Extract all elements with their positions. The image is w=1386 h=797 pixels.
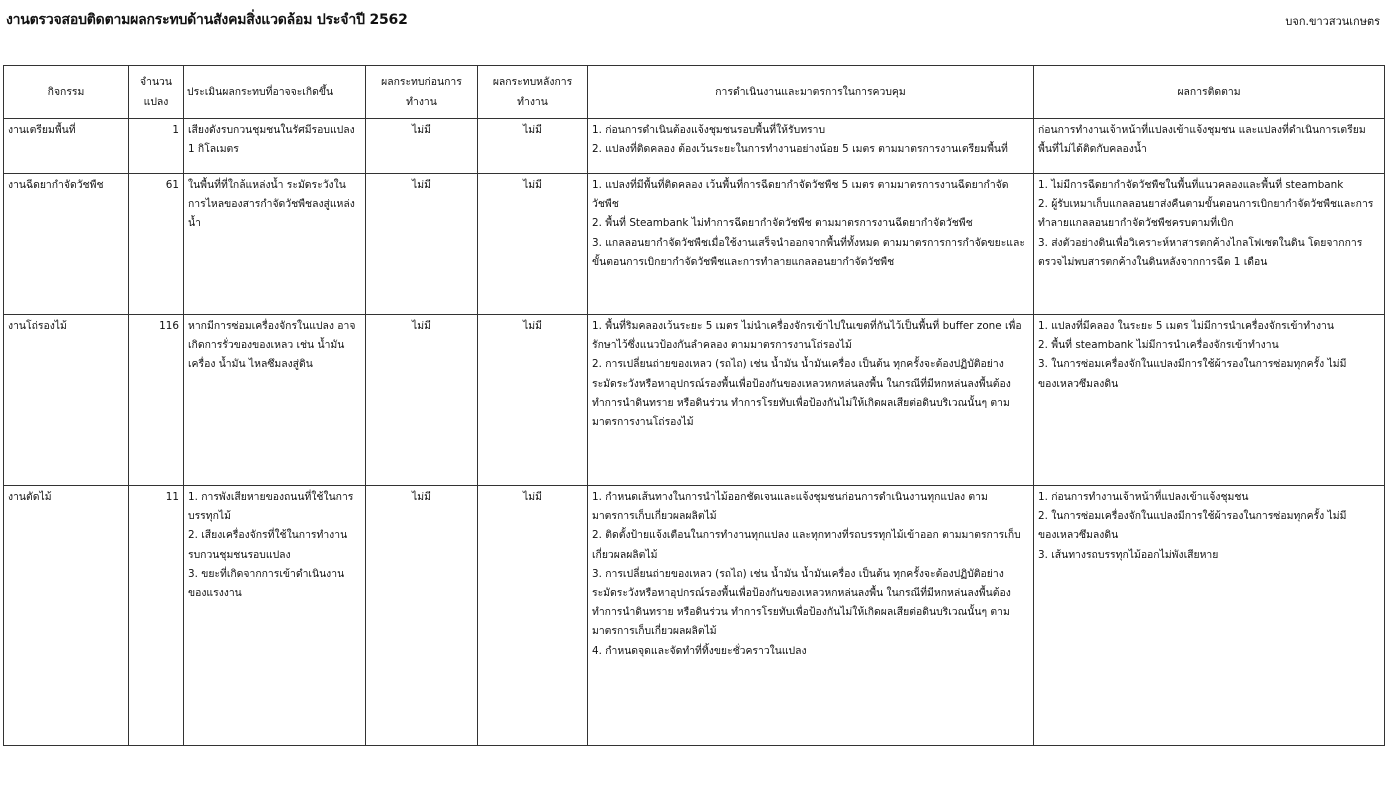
- followup-item: 3. ส่งตัวอย่างดินเพื่อวิเคราะห์หาสารตกค้างไกลโฟเซตในดิน โดยจากการตรวจไม่พบสารตกค้างในดินหลังจากการฉีด 1 เดือน: [1038, 236, 1363, 268]
- organization-name: บจก.ขาวสวนเกษตร: [1285, 15, 1380, 28]
- report-table: [3, 65, 1385, 746]
- followup-cell: [1034, 174, 1385, 315]
- measure-item: 1. พื้นที่ริมคลองเว้นระยะ 5 เมตร ไม่นำเครื่องจักรเข้าไปในเขตที่กันไว้เป็นพื้นที่ buffer zone เพื่อรักษาไว้ซึ่งแนวป้องกันลำคลอง ตามมาตรการงานโถ่รองไม้: [592, 320, 1022, 352]
- measure-item: 2. พื้นที่ Steambank ไม่ทำการฉีดยากำจัดวัชพืช ตามมาตรการงานฉีดยากำจัดวัชพืช: [592, 217, 973, 230]
- impact-cell: [184, 174, 366, 315]
- measures-cell: [588, 119, 1034, 174]
- measure-item: 2. ติดตั้งป้ายแจ้งเตือนในการทำงานทุกแปลง และทุกทางที่รถบรรทุกไม้เข้าออก ตามมาตรการเก็บเกี่ยวผลผลิตไม้: [592, 529, 1021, 561]
- impact-cell: [184, 315, 366, 486]
- column-header-impact-after: ผลกระทบหลังการทำงาน: [478, 66, 588, 119]
- impact-item: 1. การพังเสียหายของถนนที่ใช้ในการบรรทุกไม้: [188, 491, 354, 523]
- activity-cell: งานโถ่รองไม้: [4, 315, 129, 486]
- impact-item: 2. เสียงเครื่องจักรที่ใช้ในการทำงานรบกวนชุมชนรอบแปลง: [188, 529, 348, 561]
- impact-before-cell: ไม่มี: [366, 174, 478, 315]
- measure-item: 3. แกลลอนยากำจัดวัชพืชเมื่อใช้งานเสร็จนำออกจากพื้นที่ทั้งหมด ตามมาตรการการกำจัดขยะและขั้นตอนการเบิกยากำจัดวัชพืชและการทำลายแกลลอนยากำจัดวัชพืช: [592, 236, 1025, 268]
- impact-after-cell: ไม่มี: [478, 119, 588, 174]
- plots-cell: 11: [129, 486, 184, 746]
- table-row: [4, 486, 1385, 746]
- activity-cell: งานตัดไม้: [4, 486, 129, 746]
- column-header-activity: กิจกรรม: [4, 66, 129, 119]
- followup-item: 2. ในการซ่อมเครื่องจักในแปลงมีการใช้ผ้ารองในการซ่อมทุกครั้ง ไม่มีของเหลวซึมลงดิน: [1038, 510, 1347, 542]
- column-header-followup: ผลการติดตาม: [1034, 66, 1385, 119]
- followup-cell: [1034, 315, 1385, 486]
- impact-after-cell: ไม่มี: [478, 315, 588, 486]
- impact-cell: [184, 486, 366, 746]
- table-row: [4, 119, 1385, 174]
- report-title: งานตรวจสอบติดตามผลกระทบด้านสังคมสิ่งแวดล้อม ประจำปี 2562: [6, 12, 408, 28]
- followup-item: 1. ไม่มีการฉีดยากำจัดวัชพืชในพื้นที่แนวคลองและพื้นที่ steambank: [1038, 179, 1344, 191]
- measures-cell: [588, 486, 1034, 746]
- impact-item: ในพื้นที่ที่ใกล้แหล่งน้ำ ระมัดระวังในการไหลของสารกำจัดวัชพืชลงสู่แหล่งน้ำ: [188, 179, 355, 230]
- plots-cell: 116: [129, 315, 184, 486]
- impact-before-cell: ไม่มี: [366, 315, 478, 486]
- followup-item: 3. เส้นทางรถบรรทุกไม้ออกไม่พังเสียหาย: [1038, 548, 1219, 561]
- followup-item: 1. ก่อนการทำงานเจ้าหน้าที่แปลงเข้าแจ้งชุมชน: [1038, 491, 1249, 503]
- followup-cell: [1034, 119, 1385, 174]
- impact-item: 3. ขยะที่เกิดจากการเข้าดำเนินงานของแรงงาน: [188, 567, 345, 600]
- measures-cell: [588, 315, 1034, 486]
- impact-before-cell: ไม่มี: [366, 119, 478, 174]
- impact-before-cell: ไม่มี: [366, 486, 478, 746]
- followup-cell: [1034, 486, 1385, 746]
- measure-item: 4. กำหนดจุดและจัดทำที่ทิ้งขยะชั่วคราวในแปลง: [592, 644, 807, 657]
- column-header-measures: การดำเนินงานและมาตรการในการควบคุม: [588, 66, 1034, 119]
- impact-item: หากมีการซ่อมเครื่องจักรในแปลง อาจเกิดการรั่วของของเหลว เช่น น้ำมันเครื่อง น้ำมัน ไหลซึมลงสู่ดิน: [188, 320, 356, 371]
- impact-after-cell: ไม่มี: [478, 486, 588, 746]
- column-header-plots: จำนวนแปลง: [129, 66, 184, 119]
- table-row: [4, 315, 1385, 486]
- followup-item: 1. แปลงที่มีคลอง ในระยะ 5 เมตร ไม่มีการนำเครื่องจักรเข้าทำงาน: [1038, 320, 1334, 332]
- plots-cell: 61: [129, 174, 184, 315]
- impact-item: เสียงดังรบกวนชุมชนในรัศมีรอบแปลง 1 กิโลเมตร: [188, 124, 355, 156]
- measure-item: 2. การเปลี่ยนถ่ายของเหลว (รถไถ) เช่น น้ำมัน น้ำมันเครื่อง เป็นต้น ทุกครั้งจะต้องปฏิบัติอย่างระมัดระวังหรือหาอุปกรณ์รองพื้นเพื่อป้องกันของเหลวหกหล่นลงพื้น ในกรณีที่มีหกหล่นลงพื้นต้องทำการนำดินทราย หรือดินร่วน ทำการโรยทับเพื่อป้องกันไม่ให้เกิดผลเสียต่อดินบริเวณนั้นๆ ตามมาตรการงานโถ่รองไม้: [592, 358, 1011, 429]
- column-header-impact-assessment: ประเมินผลกระทบที่อาจจะเกิดขึ้น: [184, 66, 366, 119]
- table-row: [4, 174, 1385, 315]
- followup-item: ก่อนการทำงานเจ้าหน้าที่แปลงเข้าแจ้งชุมชน และแปลงที่ดำเนินการเตรียมพื้นที่ไม่ได้ติดกับคลองน้ำ: [1038, 124, 1366, 156]
- table-header-row: [4, 66, 1385, 119]
- followup-item: 2. ผู้รับเหมาเก็บแกลลอนยาส่งคืนตามขั้นตอนการเบิกยากำจัดวัชพืชและการทำลายแกลลอนยากำจัดวัชพืชครบตามที่เบิก: [1038, 198, 1374, 230]
- measure-item: 1. กำหนดเส้นทางในการนำไม้ออกชัดเจนและแจ้งชุมชนก่อนการดำเนินงานทุกแปลง ตามมาตรการเก็บเกี่ยวผลผลิตไม้: [592, 491, 988, 523]
- column-header-impact-before: ผลกระทบก่อนการทำงาน: [366, 66, 478, 119]
- activity-cell: งานเตรียมพื้นที่: [4, 119, 129, 174]
- impact-after-cell: ไม่มี: [478, 174, 588, 315]
- measure-item: 3. การเปลี่ยนถ่ายของเหลว (รถไถ) เช่น น้ำมัน น้ำมันเครื่อง เป็นต้น ทุกครั้งจะต้องปฏิบัติอย่างระมัดระวังหรือหาอุปกรณ์รองพื้นเพื่อป้องกันของเหลวหกหล่นลงพื้น ในกรณีที่มีหกหล่นลงพื้นต้องทำการนำดินทราย หรือดินร่วน ทำการโรยทับเพื่อป้องกันไม่ให้เกิดผลเสียต่อดินบริเวณนั้นๆ ตามมาตรการเก็บเกี่ยวผลผลิตไม้: [592, 567, 1011, 638]
- impact-cell: [184, 119, 366, 174]
- measures-cell: [588, 174, 1034, 315]
- measure-item: 1. แปลงที่มีพื้นที่ติดคลอง เว้นพื้นที่การฉีดยากำจัดวัชพืช 5 เมตร ตามมาตรการงานฉีดยากำจัดวัชพืช: [592, 179, 1009, 211]
- activity-cell: งานฉีดยากำจัดวัชพืช: [4, 174, 129, 315]
- followup-item: 2. พื้นที่ steambank ไม่มีการนำเครื่องจักรเข้าทำงาน: [1038, 339, 1279, 352]
- measure-item: 2. แปลงที่ติดคลอง ต้องเว้นระยะในการทำงานอย่างน้อย 5 เมตร ตามมาตรการงานเตรียมพื้นที่: [592, 143, 1008, 156]
- measure-item: 1. ก่อนการดำเนินต้องแจ้งชุมชนรอบพื้นที่ให้รับทราบ: [592, 124, 826, 136]
- plots-cell: 1: [129, 119, 184, 174]
- followup-item: 3. ในการซ่อมเครื่องจักในแปลงมีการใช้ผ้ารองในการซ่อมทุกครั้ง ไม่มีของเหลวซึมลงดิน: [1038, 358, 1347, 390]
